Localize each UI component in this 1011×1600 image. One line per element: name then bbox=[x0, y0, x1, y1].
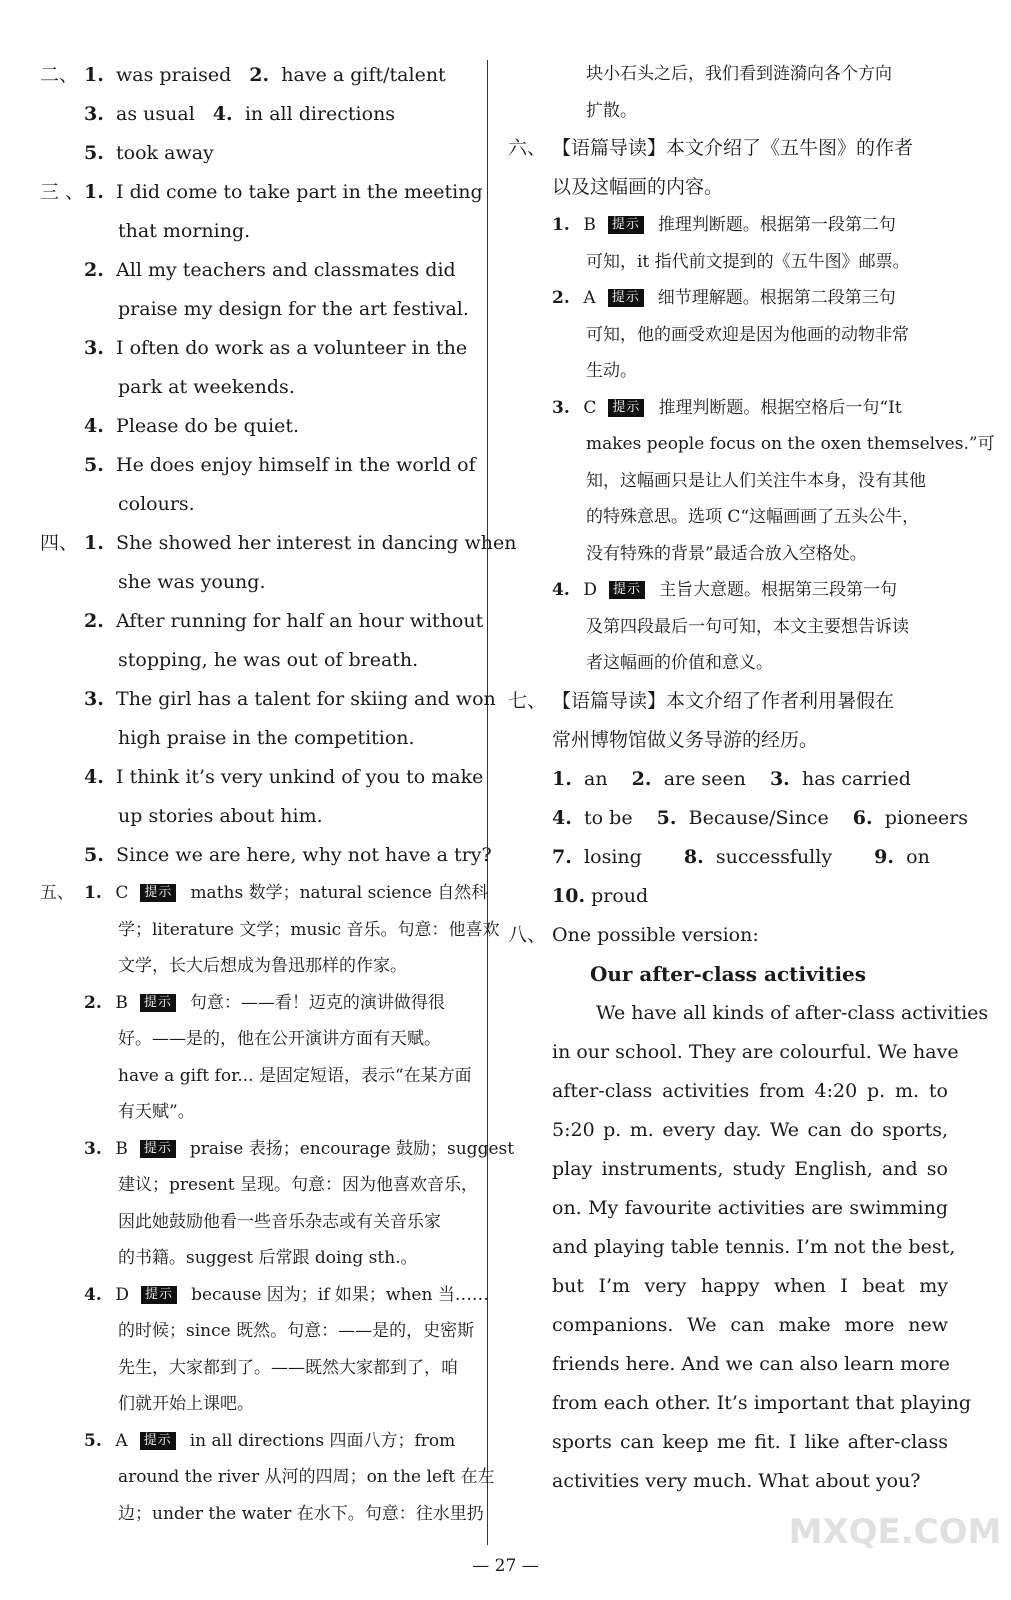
s5-line bbox=[40, 912, 500, 949]
answer: was praised bbox=[116, 64, 232, 86]
explanation-text: 可知，他的画受欢迎是因为他画的动物非常 bbox=[586, 324, 909, 345]
s3-line bbox=[40, 485, 480, 524]
s5-line bbox=[40, 1459, 495, 1496]
s5-line bbox=[40, 1277, 489, 1314]
essay-line bbox=[508, 1306, 948, 1345]
answer-text: Since we are here, why not have a try? bbox=[116, 844, 492, 866]
answer-text: high praise in the competition. bbox=[118, 727, 415, 749]
choice: C bbox=[583, 397, 597, 418]
s6-line bbox=[508, 353, 948, 390]
explanation-text: because 因为；if 如果；when 当…… bbox=[191, 1284, 489, 1305]
s6-line bbox=[508, 609, 948, 646]
answer-text: that morning. bbox=[118, 220, 251, 242]
explanation-text: 细节理解题。根据第二段第三句 bbox=[657, 288, 896, 308]
s5-line bbox=[40, 1496, 484, 1533]
s3-line bbox=[40, 290, 480, 329]
essay-text: on. My favourite activities are swimming bbox=[552, 1196, 948, 1219]
answer: an bbox=[584, 767, 608, 790]
answer: successfully bbox=[715, 845, 833, 868]
intro-text: 常州博物馆做义务导游的经历。 bbox=[552, 728, 819, 751]
item-number: 4. bbox=[84, 415, 104, 437]
item-number: 4. bbox=[212, 103, 233, 125]
s7-row bbox=[508, 760, 948, 799]
answer: took away bbox=[116, 142, 214, 164]
item-number: 1. bbox=[84, 532, 104, 554]
answer-text: Please do be quiet. bbox=[116, 415, 299, 437]
explanation-text: 文学，长大后想成为鲁迅那样的作家。 bbox=[118, 956, 407, 976]
essay-line bbox=[508, 1111, 948, 1150]
explanation-text: 的时候；since 既然。句意：——是的，史密斯 bbox=[118, 1321, 475, 1341]
s3-line bbox=[40, 212, 480, 251]
item-number: 3. bbox=[84, 688, 104, 710]
essay-text: We have all kinds of after-class activities bbox=[596, 1001, 989, 1024]
item-number: 2. bbox=[84, 259, 104, 281]
item-number: 3. bbox=[769, 767, 790, 790]
essay-text: play instruments, study English, and so bbox=[552, 1157, 948, 1180]
item-number: 4. bbox=[552, 806, 572, 829]
item-number: 1. bbox=[552, 215, 570, 235]
answer: on bbox=[906, 845, 930, 868]
explanation-text: 好。——是的，他在公开演讲方面有天赋。 bbox=[118, 1029, 441, 1049]
essay-line bbox=[508, 994, 989, 1033]
s5-line bbox=[40, 1021, 480, 1058]
choice: A bbox=[583, 288, 596, 308]
explanation-text: 知，这幅画只是让人们关注牛本身，没有其他 bbox=[586, 470, 926, 491]
item-number: 2. bbox=[552, 288, 570, 308]
explanation-text: 主旨大意题。根据第三段第一句 bbox=[659, 580, 898, 600]
item-number: 5. bbox=[656, 806, 677, 829]
s5-line bbox=[40, 985, 480, 1022]
essay-text: companions. We can make more new bbox=[552, 1313, 948, 1336]
answer: to be bbox=[584, 806, 633, 829]
answer: has carried bbox=[801, 767, 911, 790]
item-number: 1. bbox=[84, 181, 104, 203]
essay-line bbox=[508, 1267, 948, 1306]
section-label: 六、 bbox=[508, 137, 547, 159]
s6-line bbox=[508, 390, 948, 427]
item-number: 4. bbox=[552, 580, 570, 600]
item-number: 2. bbox=[84, 992, 102, 1013]
s4-line bbox=[40, 641, 480, 680]
intro-text: 【语篇导读】本文介绍了作者利用暑假在 bbox=[552, 689, 895, 712]
s6-line bbox=[508, 317, 948, 354]
essay-text: from each other. It’s important that playing bbox=[552, 1391, 972, 1414]
left-column bbox=[40, 56, 517, 1532]
item-number: 5. bbox=[84, 844, 104, 866]
item-number: 6. bbox=[852, 806, 873, 829]
s7-intro bbox=[508, 721, 948, 760]
s5-line bbox=[40, 1313, 480, 1350]
hint-badge: 提示 bbox=[140, 1432, 176, 1450]
essay-line bbox=[508, 1345, 948, 1384]
hint-badge: 提示 bbox=[141, 1286, 177, 1304]
s5-line bbox=[40, 1240, 480, 1277]
s6-intro bbox=[508, 168, 948, 207]
s5-line bbox=[40, 1204, 480, 1241]
s5-line bbox=[40, 1386, 480, 1423]
s6-line bbox=[508, 207, 948, 244]
explanation-text: 扩散。 bbox=[586, 100, 637, 121]
answer: as usual bbox=[116, 103, 195, 125]
explanation-text: 推理判断题。根据空格后一句“It bbox=[658, 397, 902, 418]
s4-line bbox=[40, 836, 492, 875]
s5-line bbox=[40, 948, 480, 985]
explanation-text: maths 数学；natural science 自然科 bbox=[190, 883, 489, 903]
continued-text bbox=[508, 56, 948, 93]
item-number: 1. bbox=[84, 883, 102, 903]
answer-text: she was young. bbox=[118, 571, 266, 593]
answer-text: I did come to take part in the meeting bbox=[116, 181, 483, 203]
intro-text: One possible version: bbox=[552, 923, 759, 946]
item-number: 1. bbox=[84, 64, 104, 86]
essay-title: Our after-class activities bbox=[589, 961, 867, 986]
hint-badge: 提示 bbox=[609, 581, 645, 599]
essay-text: sports can keep me fit. I like after-class bbox=[552, 1430, 948, 1453]
s6-line bbox=[508, 244, 948, 281]
essay-text: 5:20 p. m. every day. We can do sports, bbox=[552, 1118, 948, 1141]
s3-line bbox=[40, 446, 480, 485]
essay-text: and playing table tennis. I’m not the best, bbox=[552, 1235, 956, 1258]
s6-line bbox=[508, 572, 948, 609]
answer: have a gift/talent bbox=[281, 64, 446, 86]
s3-line bbox=[40, 173, 483, 212]
s2-row-3 bbox=[40, 134, 480, 173]
s5-line bbox=[40, 1131, 515, 1168]
essay-line bbox=[508, 1189, 948, 1228]
answer: are seen bbox=[663, 767, 746, 790]
item-number: 8. bbox=[683, 845, 704, 868]
s2-row-1 bbox=[40, 56, 480, 95]
explanation-text: 推理判断题。根据第一段第二句 bbox=[657, 215, 896, 235]
watermark-logo bbox=[790, 1488, 1000, 1568]
item-number: 3. bbox=[84, 337, 104, 359]
answer-text: stopping, he was out of breath. bbox=[118, 649, 419, 671]
explanation-text: 可知，it 指代前文提到的《五牛图》邮票。 bbox=[586, 251, 910, 272]
section-label: 二、 bbox=[40, 64, 79, 86]
item-number: 10. bbox=[552, 884, 586, 907]
answer: proud bbox=[591, 884, 649, 907]
section-label: 八、 bbox=[508, 923, 547, 946]
choice: B bbox=[115, 1138, 128, 1159]
s5-line bbox=[40, 1167, 480, 1204]
s4-line bbox=[40, 758, 484, 797]
explanation-text: 有天赋”。 bbox=[118, 1102, 195, 1122]
item-number: 9. bbox=[874, 845, 894, 868]
explanation-text: 及第四段最后一句可知，本文主要想告诉读 bbox=[586, 616, 909, 637]
s4-line bbox=[40, 602, 484, 641]
s4-line bbox=[40, 680, 496, 719]
hint-badge: 提示 bbox=[608, 289, 644, 307]
item-number: 4. bbox=[84, 766, 104, 788]
explanation-text: 边；under the water 在水下。句意：往水里扔 bbox=[118, 1503, 484, 1524]
essay-line bbox=[508, 1423, 948, 1462]
answer-text: I think it’s very unkind of you to make bbox=[116, 766, 484, 788]
column-divider bbox=[487, 60, 488, 1545]
explanation-text: makes people focus on the oxen themselves.”可 bbox=[586, 434, 995, 454]
hint-badge: 提示 bbox=[140, 1140, 176, 1158]
item-number: 4. bbox=[84, 1284, 102, 1305]
s4-line bbox=[40, 719, 480, 758]
explanation-text: 的书籍。suggest 后常跟 doing sth.。 bbox=[118, 1248, 418, 1268]
essay-line bbox=[508, 1384, 972, 1423]
s5-line bbox=[40, 875, 489, 912]
s3-line bbox=[40, 251, 480, 290]
section-label: 五、 bbox=[40, 883, 74, 903]
answer-text: After running for half an hour without bbox=[116, 610, 484, 632]
essay-text: activities very much. What about you? bbox=[552, 1469, 921, 1492]
item-number: 2. bbox=[249, 64, 270, 86]
s2-row-2 bbox=[40, 95, 480, 134]
choice: B bbox=[115, 992, 128, 1013]
intro-text: 以及这幅画的内容。 bbox=[552, 176, 724, 198]
explanation-text: praise 表扬；encourage 鼓励；suggest bbox=[189, 1138, 515, 1159]
item-number: 7. bbox=[552, 845, 572, 868]
s3-line bbox=[40, 407, 480, 446]
hint-badge: 提示 bbox=[140, 884, 176, 902]
s6-line bbox=[508, 499, 948, 536]
s6-line bbox=[508, 645, 948, 682]
hint-badge: 提示 bbox=[140, 994, 176, 1012]
answer: pioneers bbox=[884, 806, 969, 829]
answer-text: up stories about him. bbox=[118, 805, 323, 827]
answer-text: colours. bbox=[118, 493, 195, 515]
choice: C bbox=[115, 883, 129, 903]
choice: D bbox=[583, 580, 598, 600]
section-label: 三、 bbox=[40, 181, 84, 203]
s7-row bbox=[508, 799, 969, 838]
s6-line bbox=[508, 536, 948, 573]
explanation-text: around the river 从河的四周；on the left 在左 bbox=[118, 1467, 495, 1487]
right-column bbox=[508, 56, 995, 1501]
explanation-text: 因此她鼓励他看一些音乐杂志或有关音乐家 bbox=[118, 1211, 441, 1232]
answer: losing bbox=[584, 845, 642, 868]
choice: A bbox=[115, 1430, 128, 1451]
answer-text: park at weekends. bbox=[118, 376, 295, 398]
essay-line bbox=[508, 1228, 956, 1267]
hint-badge: 提示 bbox=[608, 216, 644, 234]
answer-text: praise my design for the art festival. bbox=[118, 298, 469, 320]
s6-line bbox=[508, 426, 995, 463]
essay-text: friends here. And we can also learn more bbox=[552, 1352, 950, 1375]
item-number: 2. bbox=[84, 610, 104, 632]
s3-line bbox=[40, 368, 480, 407]
explanation-text: 先生，大家都到了。——既然大家都到了，咱 bbox=[118, 1357, 458, 1378]
explanation-text: 建议；present 呈现。句意：因为他喜欢音乐， bbox=[118, 1175, 479, 1195]
s4-line bbox=[40, 797, 480, 836]
s8-intro bbox=[508, 916, 948, 955]
s7-intro bbox=[508, 682, 948, 721]
answer: Because/Since bbox=[688, 806, 829, 829]
section-label: 四、 bbox=[40, 532, 79, 554]
s3-line bbox=[40, 329, 480, 368]
explanation-text: 块小石头之后，我们看到涟漪向各个方向 bbox=[586, 64, 892, 84]
answer-text: She showed her interest in dancing when bbox=[116, 532, 517, 554]
s5-line bbox=[40, 1423, 480, 1460]
item-number: 2. bbox=[631, 767, 652, 790]
s6-line bbox=[508, 280, 948, 317]
explanation-text: 的特殊意思。选项 C“这幅画画了五头公牛， bbox=[586, 507, 920, 527]
watermark-text: MXQE.COM bbox=[788, 1512, 1002, 1552]
essay-line bbox=[508, 1072, 948, 1111]
essay-line bbox=[508, 1150, 948, 1189]
essay-line bbox=[508, 1033, 959, 1072]
explanation-text: 没有特殊的背景”最适合放入空格处。 bbox=[586, 543, 867, 564]
item-number: 3. bbox=[84, 1138, 102, 1159]
s6-line bbox=[508, 463, 948, 500]
hint-badge: 提示 bbox=[608, 399, 644, 417]
s5-line bbox=[40, 1094, 480, 1131]
explanation-text: in all directions 四面八方；from bbox=[189, 1430, 456, 1451]
essay-text: but I’m very happy when I beat my bbox=[552, 1274, 948, 1297]
item-number: 3. bbox=[552, 397, 570, 418]
s4-line bbox=[40, 524, 517, 563]
essay-text: after-class activities from 4:20 p. m. to bbox=[552, 1079, 948, 1102]
item-number: 3. bbox=[84, 103, 104, 125]
answer-text: He does enjoy himself in the world of bbox=[116, 454, 476, 476]
item-number: 5. bbox=[84, 454, 104, 476]
page-number: — 27 — bbox=[472, 1556, 539, 1576]
explanation-text: 句意：——看！迈克的演讲做得很 bbox=[189, 992, 445, 1013]
item-number: 1. bbox=[552, 767, 572, 790]
choice: B bbox=[583, 215, 596, 235]
s4-line bbox=[40, 563, 480, 602]
explanation-text: 们就开始上课吧。 bbox=[118, 1394, 254, 1414]
item-number: 5. bbox=[84, 1430, 102, 1451]
section-label: 七、 bbox=[508, 689, 547, 712]
explanation-text: 学；literature 文学；music 音乐。句意：他喜欢 bbox=[118, 919, 500, 940]
answer: in all directions bbox=[244, 103, 396, 125]
explanation-text: 者这幅画的价值和意义。 bbox=[586, 653, 773, 673]
essay-text: in our school. They are colourful. We have bbox=[552, 1040, 959, 1063]
answer-text: All my teachers and classmates did bbox=[116, 259, 456, 281]
s5-line bbox=[40, 1058, 480, 1095]
s6-intro bbox=[508, 129, 948, 168]
explanation-text: 生动。 bbox=[586, 361, 637, 381]
answer-text: The girl has a talent for skiing and won bbox=[116, 688, 496, 710]
item-number: 5. bbox=[84, 142, 104, 164]
answer-text: I often do work as a volunteer in the bbox=[116, 337, 468, 359]
s5-line bbox=[40, 1350, 480, 1387]
explanation-text: have a gift for... 是固定短语，表示“在某方面 bbox=[118, 1065, 472, 1086]
intro-text: 【语篇导读】本文介绍了《五牛图》的作者 bbox=[552, 137, 914, 159]
s7-row bbox=[508, 877, 948, 916]
continued-text bbox=[508, 93, 948, 130]
choice: D bbox=[115, 1284, 130, 1305]
s7-row bbox=[508, 838, 948, 877]
